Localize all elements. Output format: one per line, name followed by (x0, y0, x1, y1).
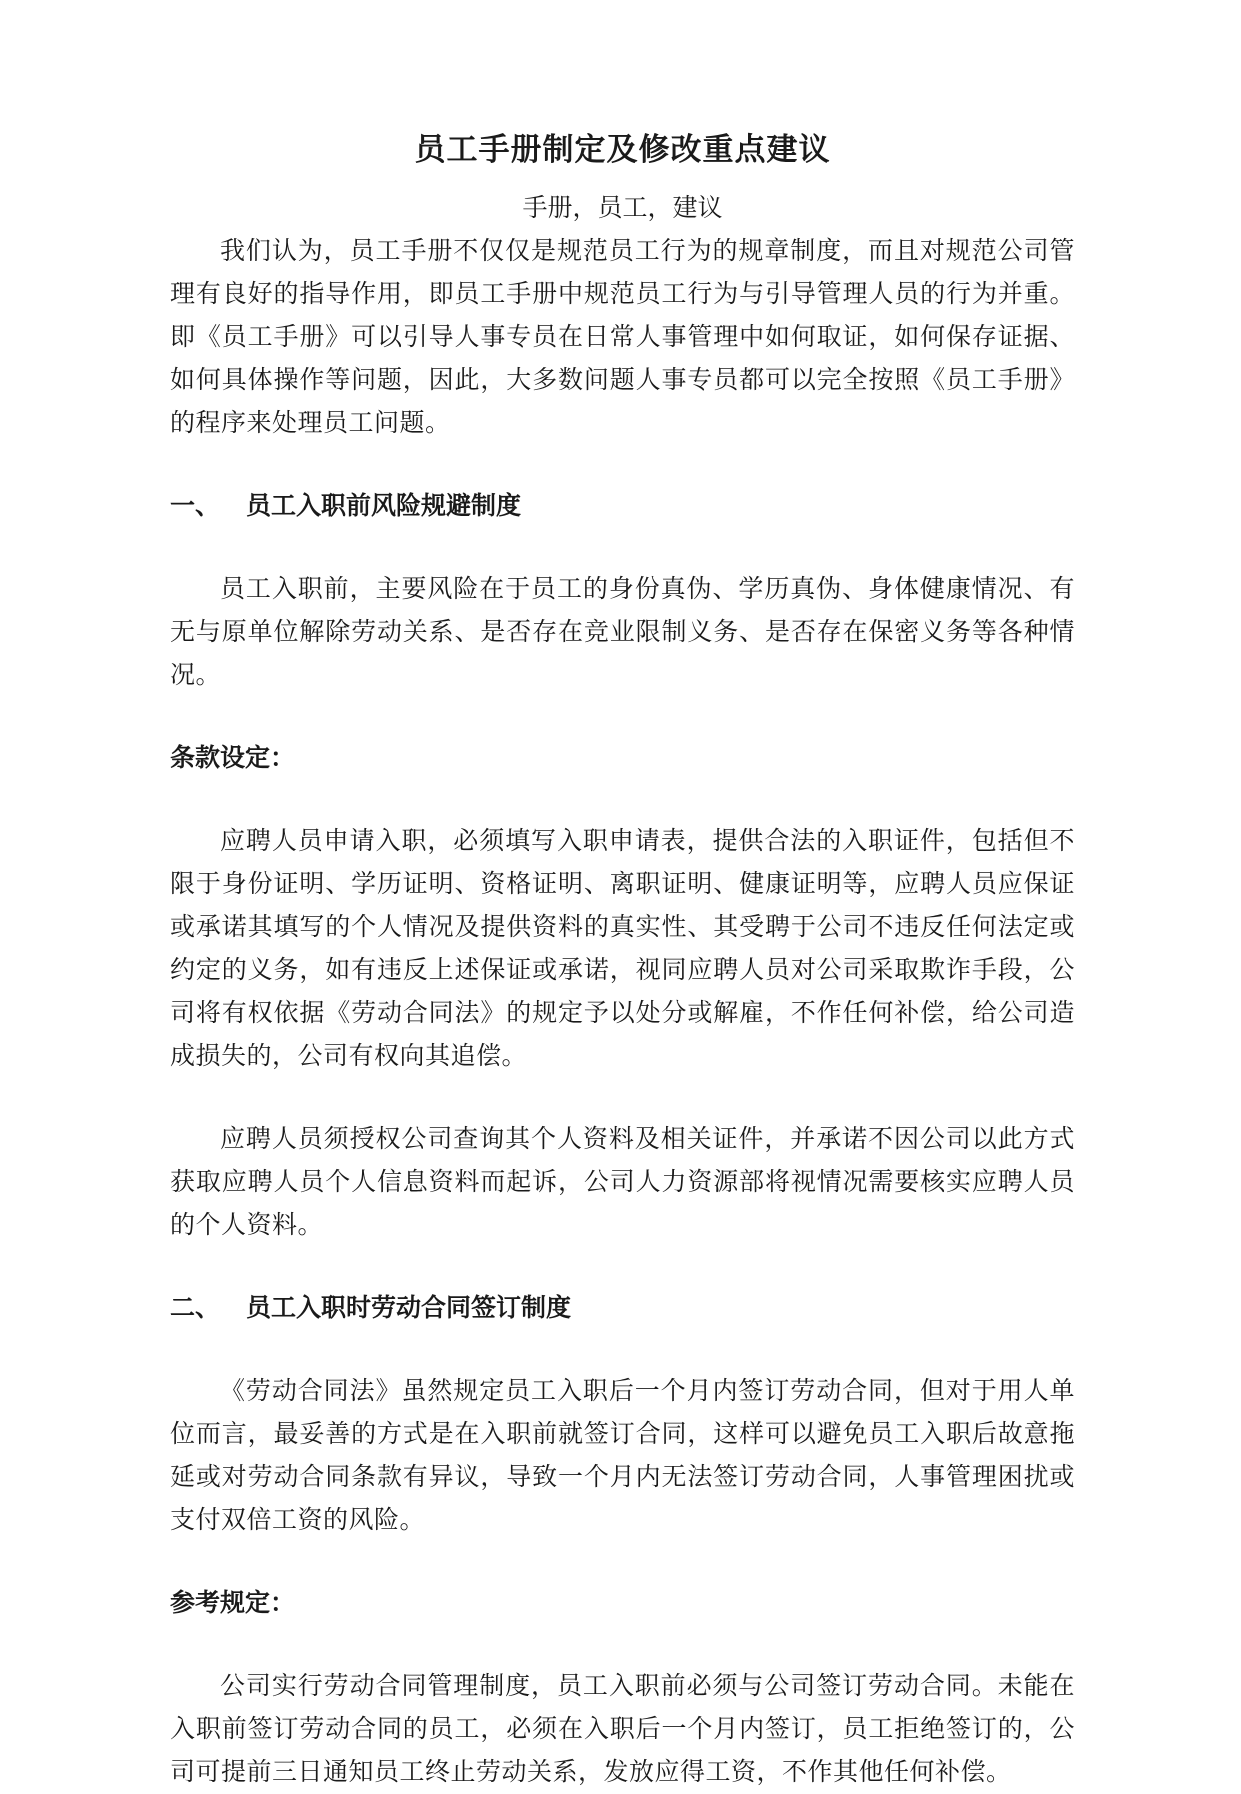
reference-rule-paragraph: 公司实行劳动合同管理制度，员工入职前必须与公司签订劳动合同。未能在入职前签订劳动合同的员工，必须在入职后一个月内签订，员工拒绝签订的，公司可提前三日通知员工终止劳动关系，发放应得工资，不作其他任何补偿。 (170, 1673, 1075, 1786)
clause-setting-paragraph-2: 应聘人员须授权公司查询其个人资料及相关证件，并承诺不因公司以此方式获取应聘人员个人信息资料而起诉，公司人力资源部将视情况需要核实应聘人员的个人资料。 (170, 1126, 1075, 1239)
document-title: 员工手册制定及修改重点建议 (414, 132, 831, 167)
section-1-paragraph: 员工入职前，主要风险在于员工的身份真伪、学历真伪、身体健康情况、有无与原单位解除劳动关系、是否存在竞业限制义务、是否存在保密义务等各种情况。 (170, 576, 1075, 689)
section-2-heading (170, 1287, 1075, 1330)
reference-rule-label: 参考规定： (170, 1590, 296, 1617)
section-2-number: 二、 (170, 1295, 221, 1322)
document-keywords: 手册，员工，建议 (522, 195, 723, 222)
section-1-title: 员工入职前风险规避制度 (246, 493, 522, 520)
intro-paragraph: 我们认为，员工手册不仅仅是规范员工行为的规章制度，而且对规范公司管理有良好的指导作用，即员工手册中规范员工行为与引导管理人员的行为并重。即《员工手册》可以引导人事专员在日常人事管理中如何取证，如何保存证据、如何具体操作等问题，因此，大多数问题人事专员都可以完全按照《员工手册》的程序来处理员工问题。 (170, 238, 1075, 437)
section-1-number: 一、 (170, 493, 221, 520)
clause-setting-label: 条款设定： (170, 745, 296, 772)
section-1-heading (170, 485, 1075, 528)
clause-setting-paragraph-1: 应聘人员申请入职，必须填写入职申请表，提供合法的入职证件，包括但不限于身份证明、学历证明、资格证明、离职证明、健康证明等，应聘人员应保证或承诺其填写的个人情况及提供资料的真实性、其受聘于公司不违反任何法定或约定的义务，如有违反上述保证或承诺，视同应聘人员对公司采取欺诈手段，公司将有权依据《劳动合同法》的规定予以处分或解雇，不作任何补偿，给公司造成损失的，公司有权向其追偿。 (170, 828, 1075, 1070)
section-2-paragraph: 《劳动合同法》虽然规定员工入职后一个月内签订劳动合同，但对于用人单位而言，最妥善的方式是在入职前就签订合同，这样可以避免员工入职后故意拖延或对劳动合同条款有异议，导致一个月内无法签订劳动合同，人事管理困扰或支付双倍工资的风险。 (170, 1378, 1075, 1534)
section-2-title: 员工入职时劳动合同签订制度 (246, 1295, 572, 1322)
